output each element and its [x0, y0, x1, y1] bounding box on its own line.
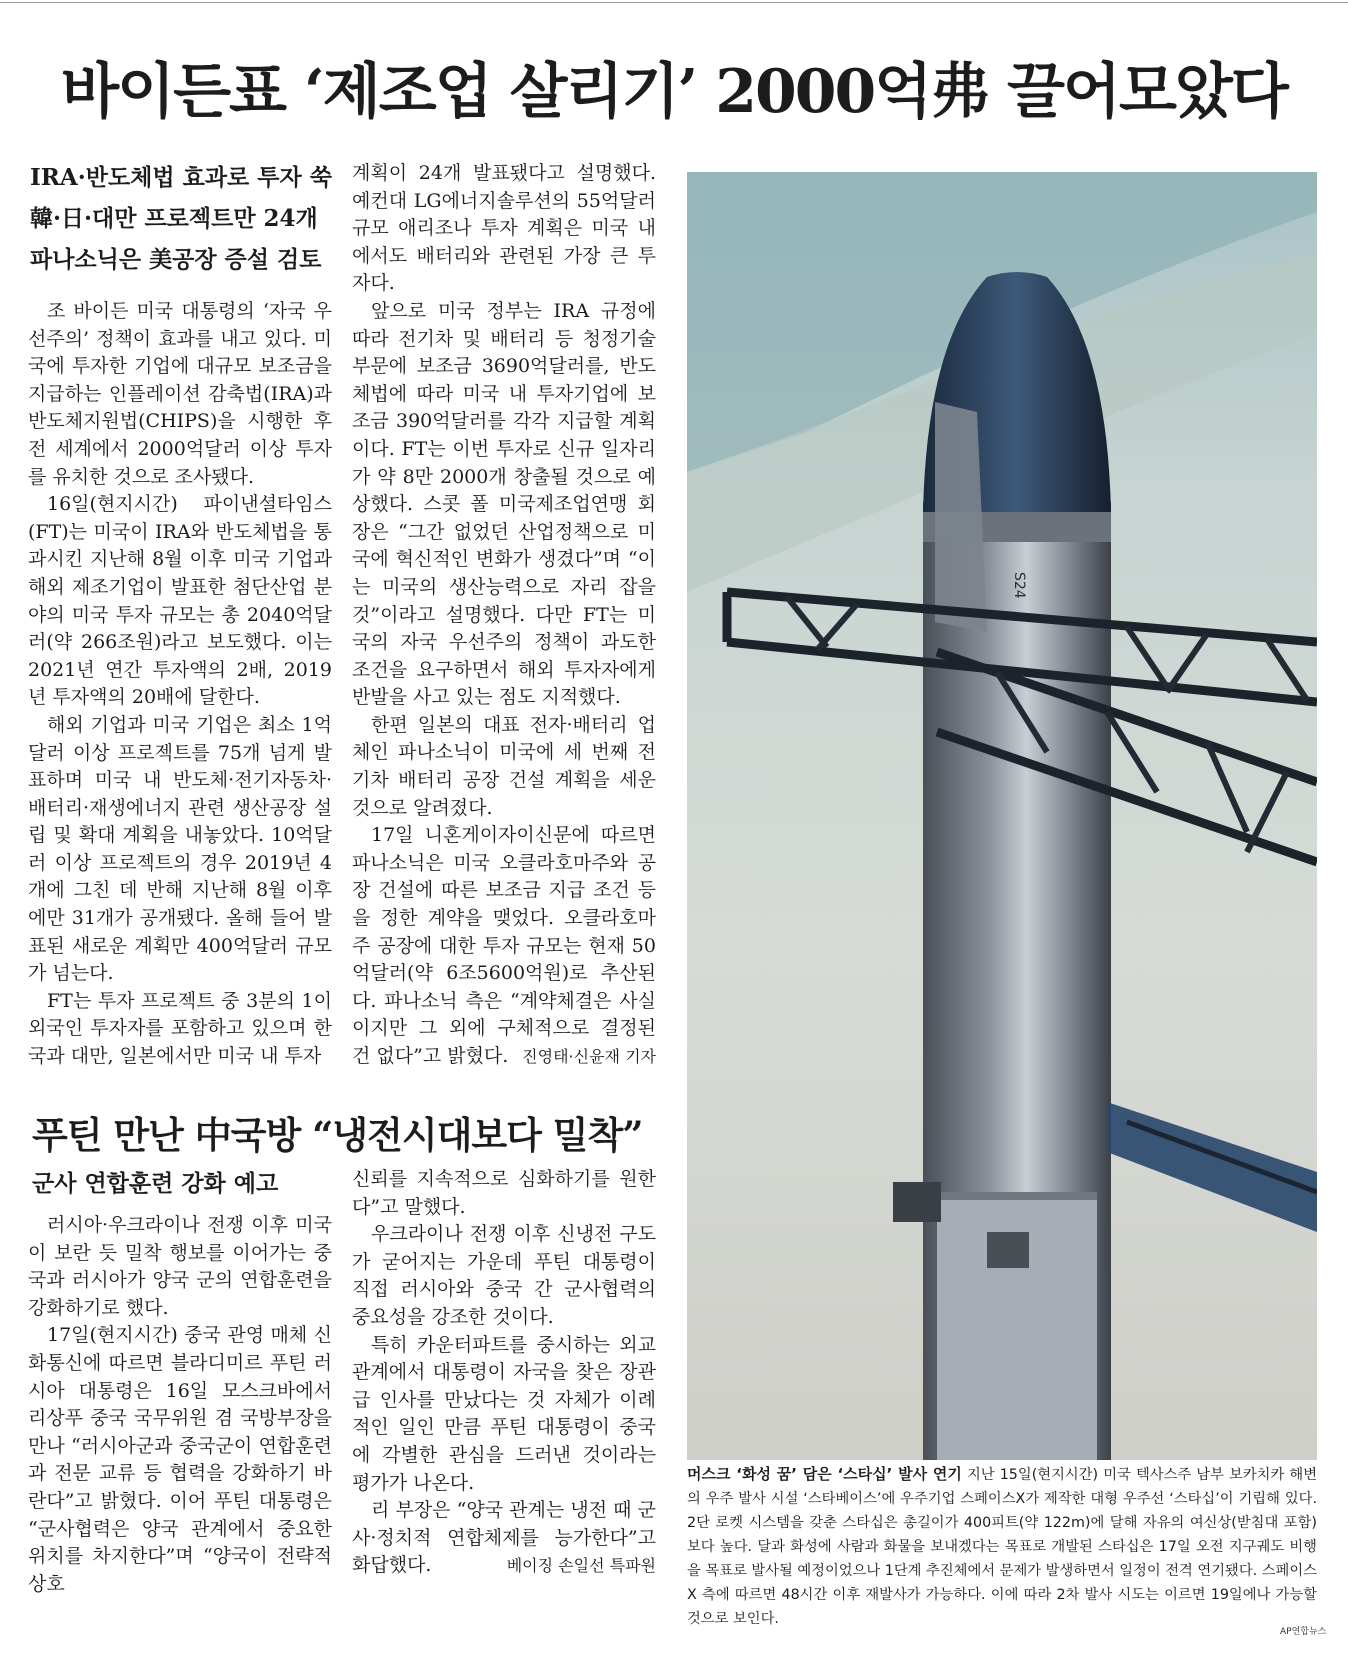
paragraph: 앞으로 미국 정부는 IRA 규정에 따라 전기차 및 배터리 등 청정기술 부문에 보조금 3690억달러를, 반도체법에 따라 미국 내 투자기업에 보조금 390억달러를 각각 지급할 계획이다. FT는 이번 투자로 신규 일자리가 약 8만 2000개 창출될 것으로 예상했다. 스콧 폴 미국제조업연맹 회장은 “그간 없었던 산업정책으로 미국에 혁신적인 변화가 생겼다”며 “이는 미국의 생산능력으로 자리 잡을 것”이라고 설명했다. 다만 FT는 미국의 자국 우선주의 정책이 과도한 조건을 요구하면서 해외 투자자에게 반발을 사고 있는 점도 지적했다.: [352, 299, 656, 709]
headline-second: 푸틴 만난 中국방 “냉전시대보다 밀착”: [32, 1113, 643, 1157]
paragraph: FT는 투자 프로젝트 중 3분의 1이 외국인 투자자를 포함하고 있으며 한국과 대만, 일본에서만 미국 내 투자: [28, 989, 332, 1068]
article2-column2: [352, 1166, 656, 1580]
subhead-3: 파나소닉은 美공장 증설 검토: [30, 246, 322, 273]
paragraph: 러시아·우크라이나 전쟁 이후 미국이 보란 듯 밀착 행보를 이어가는 중국과 러시아가 양국 군의 연합훈련을 강화하기로 했다.: [28, 1214, 332, 1319]
starship-illustration: [687, 172, 1317, 1460]
photo-credit: AP연합뉴스: [1280, 1627, 1327, 1637]
paragraph: 17일 니혼게이자이신문에 따르면 파나소닉은 미국 오클라호마주와 공장 건설에 따른 보조금 지급 조건 등을 정한 계약을 맺었다. 오클라호마주 공장에 대한 투자 규모는 현재 50억달러(약 6조5600억원)로 추산된다. 파나소닉 측은 “계약체결은 사실이지만 그 외에 구체적으로 결정된 건 없다”고 밝혔다.: [352, 824, 656, 1067]
paragraph: 우크라이나 전쟁 이후 신냉전 구도가 굳어지는 가운데 푸틴 대통령이 직접 러시아와 중국 간 군사협력의 중요성을 강조한 것이다.: [352, 1223, 656, 1328]
photo-caption: [687, 1462, 1317, 1631]
subhead-second: 군사 연합훈련 강화 예고: [32, 1170, 279, 1197]
top-rule: [0, 2, 1348, 3]
paragraph: 조 바이든 미국 대통령의 ‘자국 우선주의’ 정책이 효과를 내고 있다. 미국에 투자한 기업에 대규모 보조금을 지급하는 인플레이션 감축법(IRA)과 반도체지원법(CHIPS)을 시행한 후 전 세계에서 2000억달러 이상 투자를 유치한 것으로 조사됐다.: [28, 300, 332, 488]
subhead-2: 韓·日·대만 프로젝트만 24개: [30, 205, 318, 232]
paragraph: 계획이 24개 발표됐다고 설명했다. 예컨대 LG에너지솔루션의 55억달러 규모 애리조나 투자 계획은 미국 내에서도 배터리와 관련된 가장 큰 투자다.: [352, 162, 656, 295]
paragraph: 특히 카운터파트를 중시하는 외교관계에서 대통령이 자국을 찾은 장관급 인사를 만났다는 것 자체가 이례적인 일인 만큼 푸틴 대통령이 중국에 각별한 관심을 드러낸 것이라는 평가가 나온다.: [352, 1333, 656, 1494]
paragraph: 신뢰를 지속적으로 심화하기를 원한다”고 말했다.: [352, 1168, 656, 1218]
byline: 베이징 손일선 특파원: [506, 1556, 656, 1576]
article2-column1: [28, 1212, 332, 1598]
article1-column2: [352, 160, 656, 1071]
caption-body: 지난 15일(현지시간) 미국 텍사스주 남부 보카치카 해변의 우주 발사 시설 ‘스타베이스’에 우주기업 스페이스X가 제작한 대형 우주선 ‘스타십’이 기립해 있다. 2단 로켓 시스템을 갖춘 스타십은 총길이가 400피트(약 122m)에 달해 자유의 여신상(받침대 포함)보다 높다. 달과 화성에 사람과 화물을 보내겠다는 목표로 개발된 스타십은 17일 오전 지구궤도 비행을 목표로 발사될 예정이었으나 1단계 추진체에서 문제가 발생하면서 일정이 전격 연기됐다. 스페이스X 측에 따르면 48시간 이후 재발사가 가능하다. 이에 따라 2차 발사 시도는 이르면 19일에나 가능할 것으로 보인다.: [687, 1467, 1318, 1627]
paragraph: 해외 기업과 미국 기업은 최소 1억달러 이상 프로젝트를 75개 넘게 발표하며 미국 내 반도체·전기자동차·배터리·재생에너지 관련 생산공장 설립 및 확대 계획을 내놓았다. 10억달러 이상 프로젝트의 경우 2019년 4개에 그친 데 반해 지난해 8월 이후에만 31개가 공개됐다. 올해 들어 발표된 새로운 계획만 400억달러 규모가 넘는다.: [28, 713, 332, 985]
paragraph: 리 부장은 “양국 관계는 냉전 때 군사·정치적 연합체제를 능가한다”고 화답했다.: [352, 1499, 656, 1577]
caption-title: 머스크 ‘화성 꿈’ 담은 ‘스타십’ 발사 연기: [687, 1465, 962, 1483]
byline: 진영태·신윤재 기자: [522, 1047, 656, 1066]
paragraph: 16일(현지시간) 파이낸셜타임스(FT)는 미국이 IRA와 반도체법을 통과시킨 지난해 8월 이후 미국 기업과 해외 제조기업이 발표한 첨단산업 분야의 미국 투자 규모는 총 2040억달러(약 266조원)라고 보도했다. 이는 2021년 연간 투자액의 2배, 2019년 투자액의 20배에 달한다.: [28, 493, 332, 709]
headline-main: 바이든표 ‘제조업 살리기’ 2000억弗 끌어모았다: [61, 57, 1287, 127]
paragraph: 한편 일본의 대표 전자·배터리 업체인 파나소닉이 미국에 세 번째 전기차 배터리 공장 건설 계획을 세운 것으로 알려졌다.: [352, 713, 656, 819]
subhead-1: IRA·반도체법 효과로 투자 쑥: [30, 164, 332, 191]
paragraph: 17일(현지시간) 중국 관영 매체 신화통신에 따르면 블라디미르 푸틴 러시아 대통령은 16일 모스크바에서 리상푸 중국 국무위원 겸 국방부장을 만나 “러시아군과 중국군이 연합훈련과 전문 교류 등 협력을 강화하기 바란다”고 밝혔다. 이어 푸틴 대통령은 “군사협력은 양국 관계에서 중요한 위치를 차지한다”며 “양국이 전략적 상호: [28, 1324, 332, 1595]
article1-column1: [28, 298, 332, 1071]
rocket-marking: S24: [1011, 572, 1027, 599]
starship-photo: [687, 172, 1317, 1460]
